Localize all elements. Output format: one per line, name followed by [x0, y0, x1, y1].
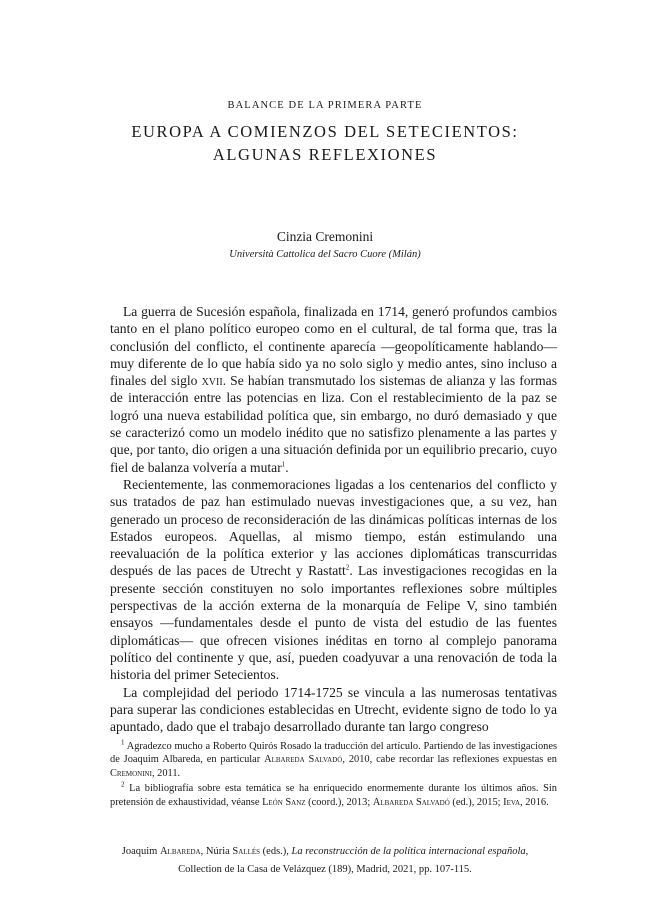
footnote-2-text-a: La bibliografía sobre esta temática se ha enriquecido enormemente durante los últimos años. Sin pretensión de exhaustividad, véanse	[110, 783, 557, 808]
body-text	[110, 303, 557, 735]
citation-line-1-end: ,	[525, 846, 529, 857]
paragraph-3: La complejidad del periodo 1714-1725 se vincula a las numerosas tentativas para superar las condiciones establecidas en Utrecht, evidente signo de todo lo ya apuntado, dado que el trabajo desarrollado durante tan largo congreso	[110, 684, 557, 735]
author-affiliation: Università Cattolica del Sacro Cuore (Milán)	[229, 249, 421, 260]
citation-editor-sep: , Núria	[200, 846, 233, 857]
citation-editor-1: Albareda	[159, 846, 201, 857]
citation-editor-2: Sallés	[232, 846, 261, 857]
paragraph-2	[110, 476, 557, 684]
footnote-1-text-c: , 2011.	[151, 767, 181, 779]
footnote-2-number: 2	[121, 780, 125, 789]
footnote-2	[110, 782, 557, 809]
citation-prefix: Joaquim	[121, 846, 160, 857]
title-line-1: EUROPA A COMIENZOS DEL SETECIENTOS:	[131, 122, 519, 141]
footnote-2-text-b: (coord.), 2013;	[305, 796, 373, 808]
article-title	[0, 120, 650, 166]
paragraph-1	[110, 303, 557, 476]
footnote-1	[110, 740, 557, 780]
author-name: Cinzia Cremonini	[276, 229, 374, 244]
title-line-2: ALGUNAS REFLEXIONES	[212, 145, 438, 164]
paragraph-1-text-c: .	[285, 459, 289, 475]
section-kicker: BALANCE DE LA PRIMERA PARTE	[227, 100, 423, 111]
footnote-2-text-c: (ed.), 2015;	[449, 796, 504, 808]
citation-book-title: La reconstrucción de la política internacional española	[291, 846, 526, 857]
paragraph-1-text-b: . Se habían transmutado los sistemas de alianza y las formas de interacción entre las potencias en liza. Con el restablecimiento de la paz se logró una nueva estabilidad política que, sin embargo, no duró demasiado y que se caracterizó como un modelo inédito que no satisfizo plenamente a las partes y que, por tanto, dio origen a una situación definida por un equilibrio precario, cuyo fiel de balanza volvería a mutar	[110, 373, 557, 475]
footnote-1-ref-author-2: Cremonini	[110, 767, 152, 779]
footnote-1-text-b: , 2010, cabe recordar las reflexiones expuestas en	[342, 754, 557, 766]
paragraph-2-text-a: Recientemente, las conmemoraciones ligadas a los centenarios del conflicto y sus tratados de paz han estimulado nuevas investigaciones que, a su vez, han generado un proceso de reconsideración de las dinámicas políticas internas de los Estados europeos. Aquellas, al mismo tiempo, están estimulando una reevaluación de la política exterior y las acciones diplomáticas transcurridas después de las paces de Utrecht y Rastatt	[110, 476, 557, 579]
footnote-2-text-d: , 2016.	[520, 796, 549, 808]
footnote-2-ref-author-3: Ieva	[503, 796, 521, 808]
footnote-ref-2[interactable]: 2	[345, 563, 350, 572]
footnote-1-ref-author-1: Albareda Salvadó	[264, 754, 343, 766]
footnote-1-number: 1	[121, 738, 125, 747]
footnote-2-ref-author-2: Albareda Salvadó	[372, 796, 450, 808]
paragraph-2-text-b: . Las investigaciones recogidas en la presente sección constituyen no solo importantes reflexiones sobre múltiples perspectivas de la acción externa de la monarquía de Felipe V, sino también ensayos —fundamentales desde el punto de vista del estudio de las fuentes diplomáticas— que ofrecen visiones inéditas en torno al complejo panorama político del continente y que, así, pueden coadyuvar a una renovación de toda la historia del primer Setecientos.	[110, 563, 557, 683]
paragraph-1-text-a: La guerra de Sucesión española, finalizada en 1714, generó profundos cambios tanto en el plano político europeo como en el cultural, de tal forma que, tras la conclusión del conflicto, el continente aparecía —geopolíticamente hablando— muy diferente de lo que había sido ya no solo siglo y medio antes, sino incluso a finales del siglo	[110, 304, 557, 389]
book-citation	[0, 843, 650, 879]
footnote-2-ref-author-1: León Sanz	[262, 796, 306, 808]
footnote-ref-1[interactable]: 1	[281, 460, 286, 469]
footnotes	[110, 740, 557, 811]
citation-line-2: Collection de la Casa de Velázquez (189), Madrid, 2021, pp. 107-115.	[178, 864, 472, 875]
century-numeral: xvii	[201, 373, 223, 389]
citation-line-1	[0, 843, 650, 861]
footnote-1-text-a: Agradezco mucho a Roberto Quirós Rosado la traducción del artículo. Partiendo de las investigaciones de Joaquim Albareda, en particular	[110, 741, 557, 766]
citation-eds: (eds.),	[260, 846, 292, 857]
